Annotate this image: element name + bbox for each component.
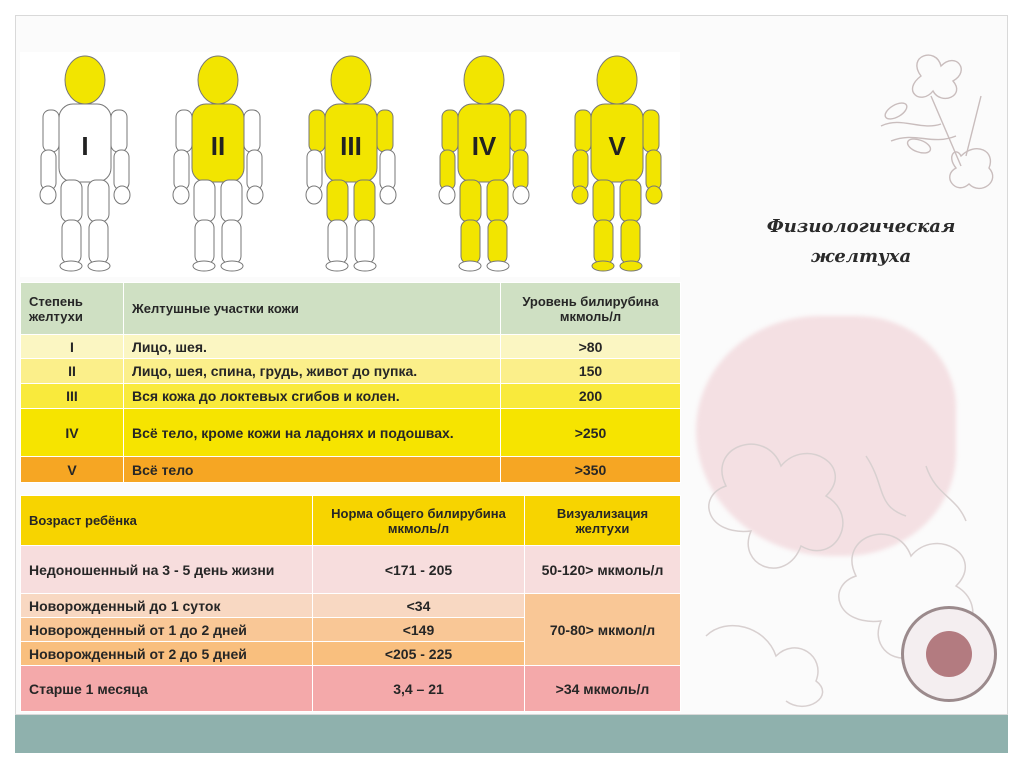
baby-figure: [40, 56, 130, 271]
degree-label: V: [608, 131, 626, 161]
baby-figure: [572, 56, 662, 271]
norm-cell: <149: [313, 618, 525, 642]
slide-title: Физиологическая желтуха: [766, 216, 956, 267]
header-visual: Визуализация желтухи: [525, 496, 681, 546]
degree-cell: IV: [21, 409, 124, 457]
footer-bar: [15, 715, 1008, 753]
degree-cell: V: [21, 457, 124, 483]
norm-cell: 3,4 – 21: [313, 666, 525, 712]
header-norm: Норма общего билирубина мкмоль/л: [313, 496, 525, 546]
degree-label: III: [340, 131, 362, 161]
degree-row: [21, 335, 681, 359]
degree-cell: III: [21, 384, 124, 409]
visual-cell: 70-80> мкмол/л: [525, 594, 681, 666]
header-areas: Желтушные участки кожи: [124, 283, 501, 335]
level-cell: 150: [501, 359, 681, 384]
age-row: [21, 594, 681, 618]
areas-cell: Лицо, шея, спина, грудь, живот до пупка.: [124, 359, 501, 384]
norm-cell: <34: [313, 594, 525, 618]
degree-row: [21, 384, 681, 409]
header-age: Возраст ребёнка: [21, 496, 313, 546]
age-cell: Старше 1 месяца: [21, 666, 313, 712]
age-norm-table: [20, 495, 681, 712]
age-cell: Новорожденный от 1 до 2 дней: [21, 618, 313, 642]
header-level: Уровень билирубина мкмоль/л: [501, 283, 681, 335]
visual-cell: >34 мкмоль/л: [525, 666, 681, 712]
jaundice-degree-table: [20, 282, 681, 483]
areas-cell: Лицо, шея.: [124, 335, 501, 359]
degree-row: [21, 359, 681, 384]
baby-figure: [439, 56, 529, 271]
stamp-center: [926, 631, 972, 677]
level-cell: 200: [501, 384, 681, 409]
age-row: [21, 546, 681, 594]
degree-label: I: [81, 131, 89, 161]
age-cell: Недоношенный на 3 - 5 день жизни: [21, 546, 313, 594]
baby-figure: [173, 56, 263, 271]
degree-cell: I: [21, 335, 124, 359]
areas-cell: Вся кожа до локтевых сгибов и колен.: [124, 384, 501, 409]
norm-cell: <205 - 225: [313, 642, 525, 666]
age-cell: Новорожденный от 2 до 5 дней: [21, 642, 313, 666]
baby-figure: [306, 56, 396, 271]
areas-cell: Всё тело, кроме кожи на ладонях и подошвах.: [124, 409, 501, 457]
header-degree: Степень желтухи: [21, 283, 124, 335]
age-cell: Новорожденный до 1 суток: [21, 594, 313, 618]
areas-cell: Всё тело: [124, 457, 501, 483]
degree-cell: II: [21, 359, 124, 384]
degree-row: [21, 457, 681, 483]
degree-label: IV: [471, 131, 497, 161]
degree-row: [21, 409, 681, 457]
club-stamp: [901, 606, 997, 702]
level-cell: >250: [501, 409, 681, 457]
jaundice-figure: [20, 52, 680, 277]
level-cell: >80: [501, 335, 681, 359]
visual-cell: 50-120> мкмоль/л: [525, 546, 681, 594]
norm-cell: <171 - 205: [313, 546, 525, 594]
kramer-zones-illustration: [20, 52, 680, 277]
degree-label: II: [210, 131, 226, 161]
age-row: [21, 666, 681, 712]
level-cell: >350: [501, 457, 681, 483]
floral-decoration-icon: [861, 36, 1008, 206]
